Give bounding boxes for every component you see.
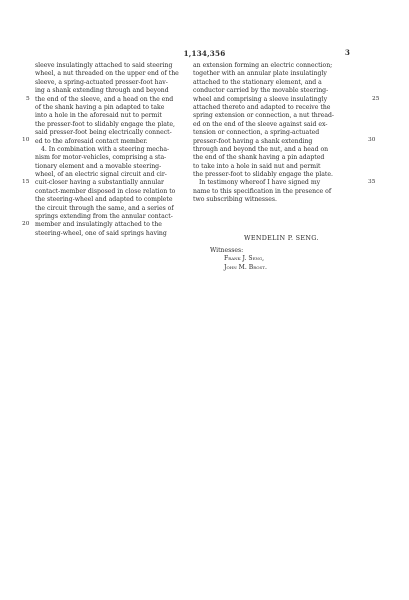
- text-line: tension or connection, a spring-actuated: [193, 129, 320, 137]
- text-line: conductor carried by the movable steering-: [193, 87, 329, 95]
- text-line: wheel, of an electric signal circuit and cir-: [35, 171, 167, 179]
- text-line: two subscribing witnesses.: [193, 196, 277, 204]
- text-line: sleeve insulatingly attached to said steering: [35, 62, 173, 69]
- text-line: name to this specification in the presence of: [193, 187, 332, 195]
- text-line: sleeve, a spring-actuated presser-foot hav-: [35, 78, 168, 86]
- line-number: 25: [372, 96, 380, 102]
- text-line: ed to the aforesaid contact member.: [35, 137, 148, 145]
- inventor-signature: WENDELIN P. SENG.: [244, 234, 319, 242]
- text-line: wheel, a nut threaded on the upper end of the: [35, 70, 179, 78]
- line-number: 20: [22, 221, 30, 227]
- left-text-column: [35, 62, 187, 238]
- witness-name: John M. Brost.: [224, 263, 267, 271]
- witnesses-block: [210, 247, 267, 272]
- text-line: the end of the shank having a pin adapted: [193, 154, 325, 162]
- text-line: together with an annular plate insulatingly: [193, 70, 327, 78]
- right-text-column: [193, 62, 345, 205]
- text-line: ed on the end of the sleeve against said ex-: [193, 120, 328, 128]
- text-line: the steering-wheel and adapted to complete: [35, 196, 173, 204]
- text-line: member and insulatingly attached to the: [35, 221, 162, 229]
- text-line: presser-foot having a shank extending: [193, 137, 313, 145]
- text-line: attached to the stationary element, and a: [193, 78, 322, 86]
- text-line: springs extending from the annular contact-: [35, 213, 173, 221]
- text-line: the presser-foot to slidably engage the plate.: [193, 171, 333, 179]
- text-line: the presser-foot to slidably engage the plate,: [35, 120, 175, 128]
- text-line: spring extension or connection, a nut thread-: [193, 112, 334, 120]
- text-line: cuit-closer having a substantially annular: [35, 179, 164, 187]
- text-line: said presser-foot being electrically connect-: [35, 129, 172, 137]
- text-line: 4. In combination with a steering mecha-: [41, 145, 170, 153]
- line-number: 5: [26, 96, 30, 102]
- text-line: contact-member disposed in close relation to: [35, 187, 176, 195]
- line-number: 15: [22, 179, 30, 185]
- text-line: ing a shank extending through and beyond: [35, 87, 169, 95]
- page-number: 3: [345, 48, 350, 57]
- text-line: attached thereto and adapted to receive the: [193, 103, 331, 111]
- line-number: 30: [368, 137, 376, 143]
- line-number: 10: [22, 137, 30, 143]
- text-line: into a hole in the aforesaid nut to permit: [35, 112, 162, 120]
- line-number: 35: [368, 179, 376, 185]
- text-line: through and beyond the nut, and a head on: [193, 145, 329, 153]
- text-line: steering-wheel, one of said springs having: [35, 229, 167, 237]
- text-line: an extension forming an electric connection;: [193, 62, 333, 69]
- witness-name: Frank J. Seng,: [224, 255, 265, 263]
- text-line: of the shank having a pin adapted to take: [35, 103, 165, 111]
- text-line: tionary element and a movable steering-: [35, 162, 162, 170]
- text-line: the circuit through the same, and a series of: [35, 204, 174, 212]
- witnesses-label: Witnesses:: [210, 247, 244, 254]
- text-line: to take into a hole in said nut and permit: [193, 162, 321, 170]
- patent-number: 1,134,356: [183, 49, 226, 58]
- text-line: nism for motor-vehicles, comprising a sta-: [35, 154, 167, 162]
- text-line: wheel and comprising a sleeve insulatingly: [193, 95, 328, 103]
- text-line: In testimony whereof I have signed my: [199, 179, 321, 187]
- text-line: the end of the sleeve, and a head on the end: [35, 95, 174, 103]
